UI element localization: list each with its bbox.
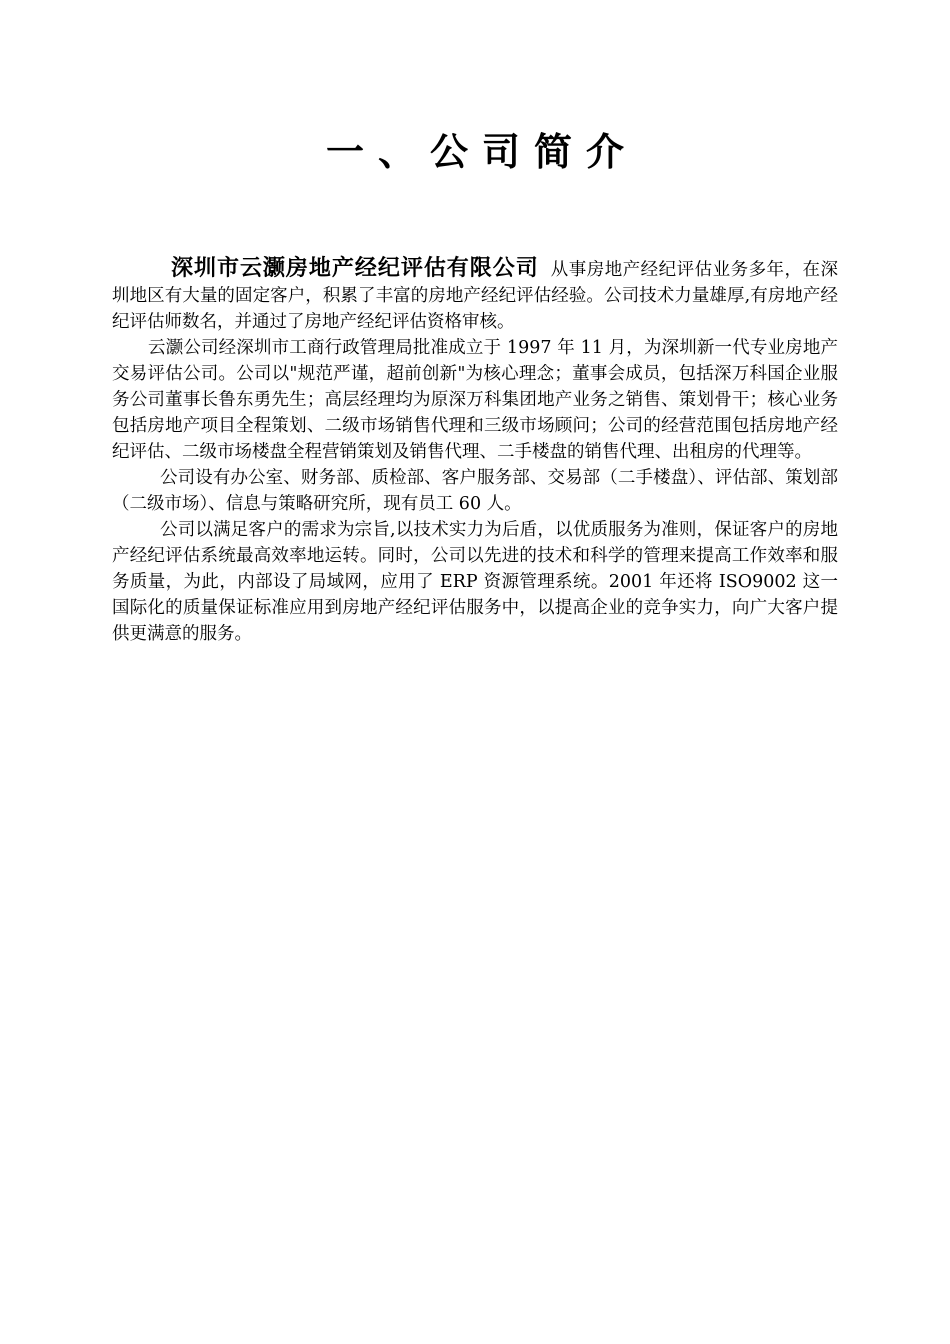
paragraph-mission: 公司以满足客户的需求为宗旨,以技术实力为后盾，以优质服务为准则，保证客户的房地产经纪评估系统最高效率地运转。同时，公司以先进的技术和科学的管理来提高工作效率和服务质量，为此，内部设了局域网，应用了 ERP 资源管理系统。2001 年还将 ISO9002 这一国际化的质量保证标准应用到房地产经纪评估服务中，以提高企业的竞争实力，向广大客户提供更满意的服务。 bbox=[112, 520, 838, 644]
paragraph-intro-text: 从事房地产经纪评估业务多年，在深圳地区有大量的固定客户，积累了丰富的房地产经纪评估经验。公司技术力量雄厚,有房地产经纪评估师数名，并通过了房地产经纪评估资格审核。 bbox=[112, 260, 838, 332]
company-name: 深圳市云灏房地产经纪评估有限公司 bbox=[171, 256, 539, 281]
paragraph-founding: 云灏公司经深圳市工商行政管理局批准成立于 1997 年 11 月，为深圳新一代专业房地产交易评估公司。公司以"规范严谨，超前创新"为核心理念；董事会成员，包括深万科国企业服务公司董事长鲁东勇先生；高层经理均为原深万科集团地产业务之销售、策划骨干；核心业务包括房地产项目全程策划、二级市场销售代理和三级市场顾问；公司的经营范围包括房地产经纪评估、二级市场楼盘全程营销策划及销售代理、二手楼盘的销售代理、出租房的代理等。 bbox=[112, 338, 838, 462]
paragraph-departments: 公司设有办公室、财务部、质检部、客户服务部、交易部（二手楼盘）、评估部、策划部（二级市场）、信息与策略研究所，现有员工 60 人。 bbox=[112, 468, 838, 514]
page-title: 一、公司简介 bbox=[325, 130, 638, 174]
document-body bbox=[112, 256, 838, 647]
paragraph-intro bbox=[112, 256, 838, 335]
